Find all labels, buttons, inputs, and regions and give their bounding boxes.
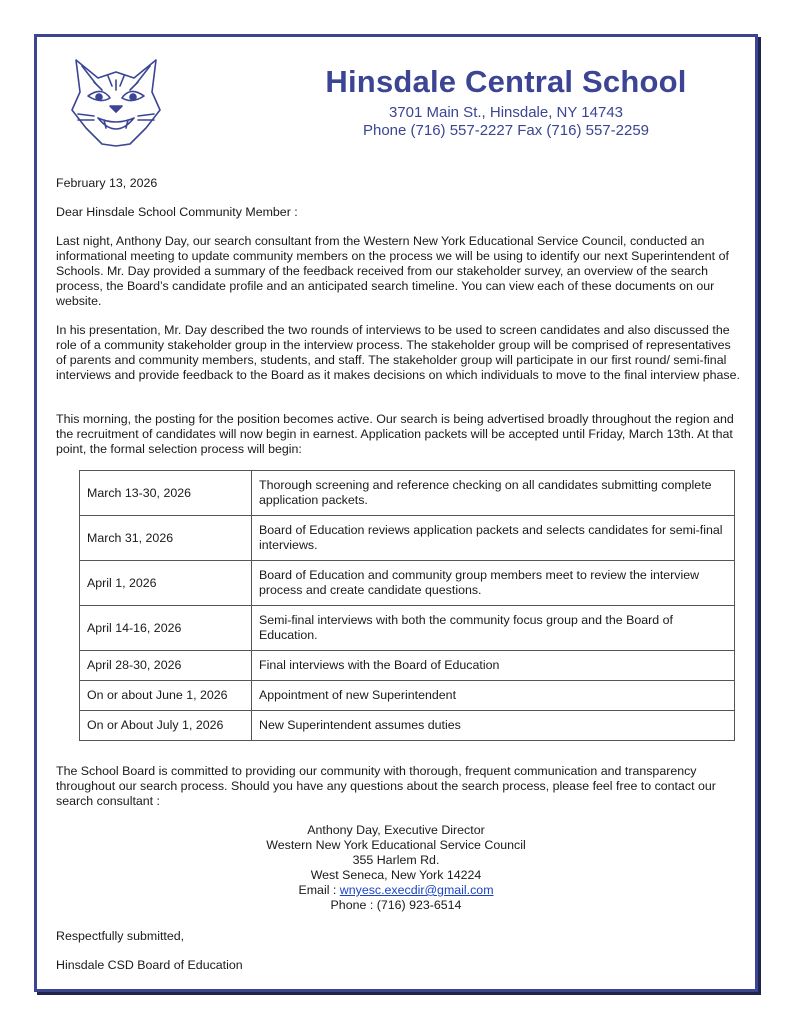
- timeline-description: New Superintendent assumes duties: [252, 711, 735, 741]
- consultant-email-line: [56, 883, 736, 898]
- timeline-description: Board of Education and community group members meet to review the interview process and create candidate questions.: [252, 561, 735, 606]
- timeline-description: Thorough screening and reference checking on all candidates submitting complete application packets.: [252, 471, 735, 516]
- timeline-date: On or About July 1, 2026: [80, 711, 252, 741]
- table-row: [80, 711, 735, 741]
- timeline-date: March 31, 2026: [80, 516, 252, 561]
- letter-date: February 13, 2026: [56, 176, 158, 190]
- timeline-description: Appointment of new Superintendent: [252, 681, 735, 711]
- table-row: [80, 651, 735, 681]
- paragraph-3: This morning, the posting for the position becomes active. Our search is being advertised broadly throughout the region and the recruitment of candidates will now begin in earnest. Application packets will be accepted until Friday, March 13th. At that point, the formal selection process will begin:: [56, 412, 734, 456]
- timeline-description: Board of Education reviews application packets and selects candidates for semi-final interviews.: [252, 516, 735, 561]
- signature: Hinsdale CSD Board of Education: [56, 958, 243, 972]
- paragraph-1: Last night, Anthony Day, our search consultant from the Western New York Educational Service Council, conducted an informational meeting to update community members on the process we will be using to identify our next Superintendent of Schools. Mr. Day provided a summary of the feedback received from our stakeholder survey, an overview of the search process, the Board’s candidate profile and an anticipated search timeline. You can view each of these documents on our website.: [56, 234, 729, 308]
- timeline-date: March 13-30, 2026: [80, 471, 252, 516]
- table-row: [80, 561, 735, 606]
- timeline-date: April 14-16, 2026: [80, 606, 252, 651]
- paragraph-4: The School Board is committed to providing our community with thorough, frequent communication and transparency throughout our search process. Should you have any questions about the search process, please feel free to contact our search consultant :: [56, 764, 716, 808]
- timeline-date: April 1, 2026: [80, 561, 252, 606]
- consultant-street: 355 Harlem Rd.: [352, 853, 440, 867]
- salutation: Dear Hinsdale School Community Member :: [56, 205, 298, 219]
- consultant-name: Anthony Day, Executive Director: [307, 823, 485, 837]
- table-row: [80, 471, 735, 516]
- paragraph-2: In his presentation, Mr. Day described the two rounds of interviews to be used to screen candidates and also discussed the role of a community stakeholder group in the interview process. The stakeholder group will be comprised of representatives of parents and community members, students, and staff. The stakeholder group will participate in our first round/ semi-final interviews and provide feedback to the Board as it makes decisions on which individuals to move to the final interview phase.: [56, 323, 740, 382]
- email-label: Email :: [298, 883, 340, 897]
- bobcat-mascot-icon: [68, 56, 164, 148]
- consultant-email-link[interactable]: wnyesc.execdir@gmail.com: [339, 883, 494, 897]
- consultant-phone: Phone : (716) 923-6514: [330, 898, 462, 912]
- timeline-description: Final interviews with the Board of Education: [252, 651, 735, 681]
- closing: Respectfully submitted,: [56, 929, 185, 943]
- table-row: [80, 606, 735, 651]
- school-name: Hinsdale Central School: [325, 64, 687, 99]
- school-phone: Phone (716) 557-2227 Fax (716) 557-2259: [362, 122, 650, 139]
- school-address: 3701 Main St., Hinsdale, NY 14743: [388, 104, 624, 121]
- timeline-date: April 28-30, 2026: [80, 651, 252, 681]
- timeline-date: On or about June 1, 2026: [80, 681, 252, 711]
- timeline-description: Semi-final interviews with both the community focus group and the Board of Education.: [252, 606, 735, 651]
- table-row: [80, 681, 735, 711]
- table-row: [80, 516, 735, 561]
- consultant-organization: Western New York Educational Service Council: [266, 838, 526, 852]
- consultant-contact-block: [56, 823, 736, 913]
- selection-timeline-table: [79, 470, 735, 741]
- consultant-city: West Seneca, New York 14224: [310, 868, 482, 882]
